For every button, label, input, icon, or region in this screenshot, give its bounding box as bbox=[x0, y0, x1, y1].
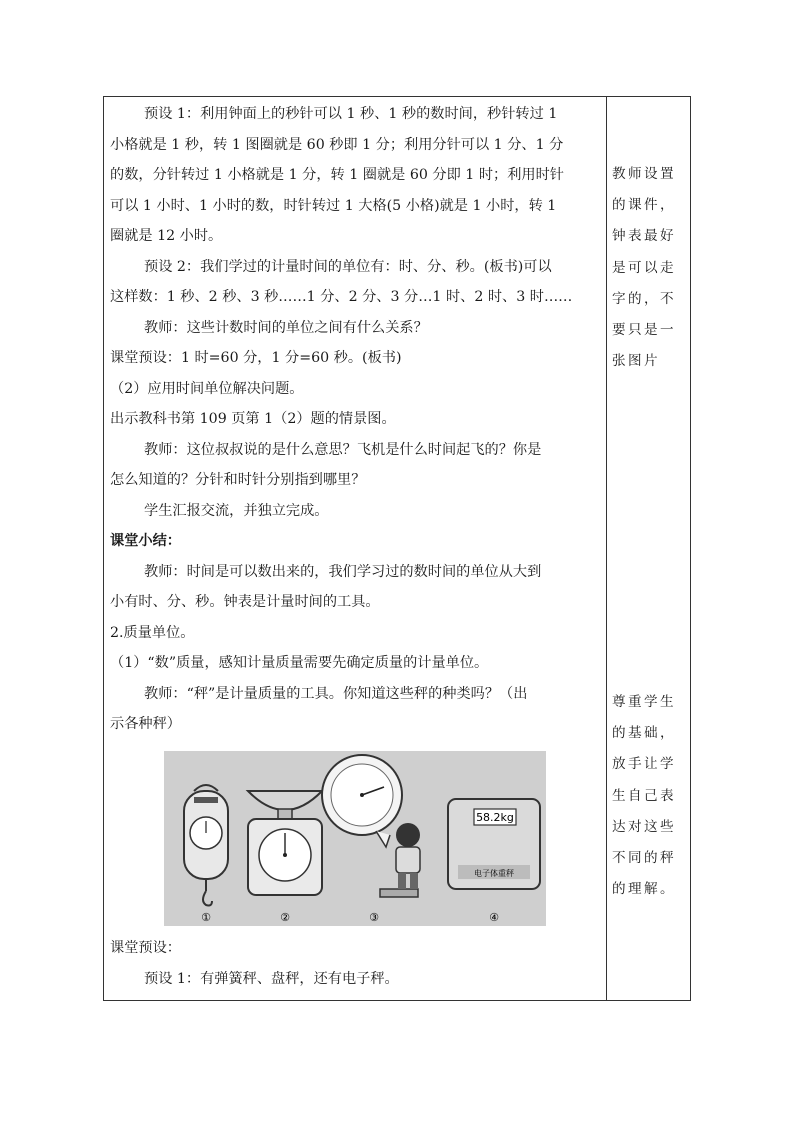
text-line: 的数，分针转过 1 小格就是 1 分，转 1 圈就是 60 分即 1 时；利用时针 bbox=[110, 167, 564, 183]
figure-label-4: ④ bbox=[489, 911, 499, 924]
note-line: 的基础， bbox=[612, 725, 676, 742]
text-line: 小有时、分、秒。钟表是计量时间的工具。 bbox=[110, 594, 380, 610]
text-line: 预设 2：我们学过的计量时间的单位有：时、分、秒。(板书)可以 bbox=[144, 258, 552, 275]
text-line: 教师：时间是可以数出来的，我们学习过的数时间的单位从大到 bbox=[144, 563, 542, 580]
note-line: 达对这些 bbox=[612, 818, 676, 835]
teacher-note-2 bbox=[612, 687, 688, 905]
text-line: 出示教科书第 109 页第 1（2）题的情景图。 bbox=[110, 411, 396, 427]
note-line: 张图片 bbox=[612, 353, 660, 370]
scale-caption: 电子体重秤 bbox=[474, 869, 514, 878]
column-divider bbox=[606, 97, 607, 1000]
note-line: 教师设置 bbox=[612, 166, 676, 182]
note-line: 钟表最好 bbox=[612, 228, 676, 245]
note-line: 尊重学生 bbox=[612, 694, 676, 710]
text-line: 示各种秤） bbox=[110, 716, 181, 732]
note-line: 字的，不 bbox=[612, 290, 676, 307]
dial-scale-image bbox=[248, 791, 322, 895]
main-column bbox=[110, 99, 604, 740]
text-line: 课堂预设： bbox=[110, 940, 181, 956]
note-line: 的课件， bbox=[612, 197, 676, 214]
text-line: 教师：这些计数时间的单位之间有什么关系？ bbox=[144, 319, 428, 336]
text-line: （1）“数”质量，感知计量质量需要先确定质量的计量单位。 bbox=[110, 655, 489, 671]
electronic-scale-image bbox=[448, 799, 540, 889]
figure-label-1: ① bbox=[201, 911, 211, 924]
note-line: 要只是一 bbox=[612, 321, 676, 338]
figure-label-2: ② bbox=[280, 911, 290, 924]
lesson-table bbox=[103, 96, 691, 1001]
text-line: （2）应用时间单位解决问题。 bbox=[110, 380, 304, 397]
main-column-after-figure bbox=[110, 933, 604, 994]
text-line: 小格就是 1 秒，转 1 图圈就是 60 秒即 1 分；利用分针可以 1 分、1 分 bbox=[110, 136, 564, 153]
text-line: 这样数：1 秒、2 秒、3 秒……1 分、2 分、3 分…1 时、2 时、3 时…… bbox=[110, 289, 573, 305]
note-line: 的理解。 bbox=[612, 881, 676, 898]
scale-reading: 58.2kg bbox=[476, 811, 514, 824]
text-line: 可以 1 小时、1 小时的数，时针转过 1 大格(5 小格)就是 1 小时，转 1 bbox=[110, 197, 557, 214]
body-scale-image bbox=[322, 755, 420, 897]
text-line: 学生汇报交流，并独立完成。 bbox=[144, 502, 329, 519]
teacher-note-1 bbox=[612, 159, 688, 377]
text-line: 怎么知道的？分针和时针分别指到哪里？ bbox=[110, 472, 366, 488]
text-line: 教师：这位叔叔说的是什么意思？飞机是什么时间起飞的？你是 bbox=[144, 441, 542, 458]
text-line: 预设 1：利用钟面上的秒针可以 1 秒、1 秒的数时间，秒针转过 1 bbox=[144, 106, 558, 122]
scales-illustration bbox=[164, 751, 546, 926]
text-line: 教师：“秤”是计量质量的工具。你知道这些秤的种类吗？（出 bbox=[144, 685, 528, 702]
figure-label-3: ③ bbox=[369, 911, 379, 924]
text-line: 课堂预设：1 时=60 分，1 分=60 秒。(板书) bbox=[110, 350, 402, 366]
note-line: 是可以走 bbox=[612, 259, 676, 276]
note-line: 生自己表 bbox=[612, 787, 676, 804]
note-line: 放手让学 bbox=[612, 756, 676, 773]
note-line: 不同的秤 bbox=[612, 849, 676, 866]
section-heading: 课堂小结： bbox=[110, 533, 181, 549]
text-line: 预设 1：有弹簧秤、盘秤，还有电子秤。 bbox=[144, 970, 399, 987]
text-line: 圈就是 12 小时。 bbox=[110, 228, 223, 244]
text-line: 2.质量单位。 bbox=[110, 624, 195, 641]
spring-scale-image bbox=[184, 785, 228, 906]
